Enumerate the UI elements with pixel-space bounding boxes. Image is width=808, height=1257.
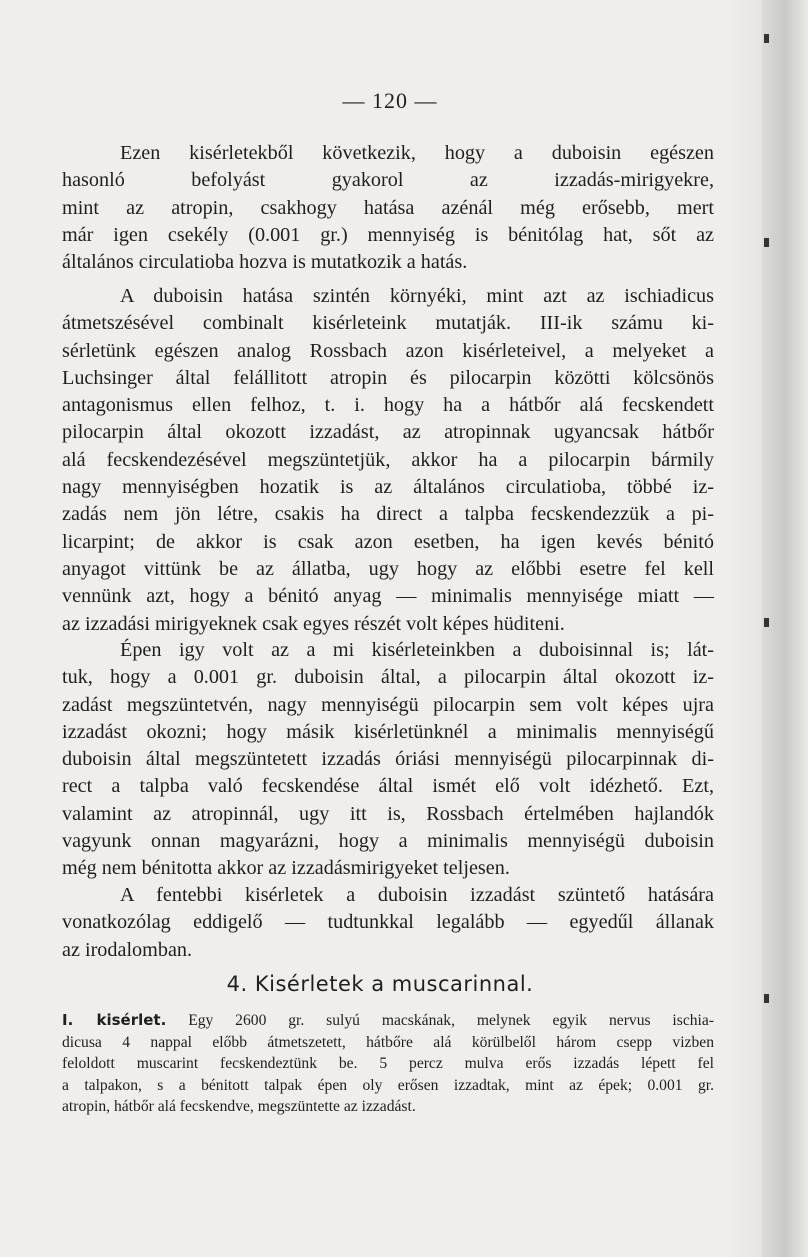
small-text-line: a talpakon, s a bénitott talpak épen oly erősen izzadtak, mint az épek; 0.001 gr. — [62, 1076, 714, 1094]
text-line: az irodalomban. — [62, 938, 193, 961]
edge-mark — [764, 994, 769, 1003]
text-line: licarpint; de akkor is csak azon esetben, ha igen kevés bénitó — [62, 530, 714, 553]
page-number: — 120 — — [342, 88, 438, 113]
text-line: alá fecskendezésével megszüntetjük, akkor ha a pilocarpin bármily — [62, 448, 714, 471]
small-text-line: dicusa 4 nappal előbb átmetszetett, hátbőre alá körülbelől három csepp vizben — [62, 1033, 714, 1051]
text-line: már igen csekély (0.001 gr.) mennyiség is bénitólag hat, sőt az — [62, 223, 714, 246]
text-line: mint az atropin, csakhogy hatása azénál még erősebb, mert — [62, 196, 714, 219]
paragraph-4 — [62, 882, 714, 964]
text-line: Luchsinger által felállitott atropin és pilocarpin közötti kölcsönös — [62, 366, 714, 389]
edge-mark — [764, 34, 769, 43]
small-text-line: atropin, hátbőr alá fecskendve, megszüntette az izzadást. — [62, 1098, 416, 1116]
text-line: anyagot vittünk be az állatba, ugy hogy az előbbi esetre fel kell — [62, 557, 714, 580]
small-text-line: feloldott muscarint fecskendeztünk be. 5 percz mulva erős izzadás lépett fel — [62, 1055, 714, 1073]
experiment-label: I. kisérlet. — [62, 1011, 167, 1029]
text-line: vennünk azt, hogy a bénitó anyag — minimalis mennyisége miatt — — [62, 585, 714, 608]
edge-mark — [764, 238, 769, 247]
text-line: nagy mennyiségben hozatik is az általános circulatioba, többé iz- — [62, 476, 714, 499]
text-line: zadás nem jön létre, csakis ha direct a talpba fecskendezzük a pi- — [62, 503, 714, 526]
text-line: tuk, hogy a 0.001 gr. duboisin által, a pilocarpin által okozott iz- — [62, 666, 714, 689]
text-line: még nem bénitotta akkor az izzadásmirigyeket teljesen. — [62, 857, 510, 880]
text-line: Épen igy volt az a mi kisérleteinkben a duboisinnal is; lát- — [120, 639, 714, 661]
text-line: A fentebbi kisérletek a duboisin izzadást szüntető hatására — [120, 884, 714, 906]
text-line: hasonló befolyást gyakorol az izzadás-mirigyekre, — [62, 169, 714, 192]
section-heading: 4. Kisérletek a muscarinnal. — [226, 972, 534, 996]
paragraph-2 — [62, 283, 714, 638]
page-edge-shadow — [762, 0, 808, 1257]
experiment-block — [62, 1010, 714, 1118]
text-line: Ezen kisérletekből következik, hogy a duboisin egészen — [120, 142, 714, 164]
text-line: duboisin által megszüntetett izzadás óriási mennyiségü pilocarpinnak di- — [62, 748, 714, 771]
text-line: zadást megszüntetvén, nagy mennyiségü pilocarpin sem volt képes ujra — [62, 693, 714, 716]
text-line: izzadást okozni; hogy másik kisérletünknél a minimalis mennyiségű — [62, 720, 714, 743]
text-line: valamint az atropinnál, ugy itt is, Rossbach értelmében hajlandók — [62, 802, 714, 825]
text-line: az izzadási mirigyeknek csak egyes részét volt képes hüditeni. — [62, 612, 565, 635]
text-line: A duboisin hatása szintén környéki, mint azt az ischiadicus — [120, 285, 714, 307]
text-line: vonatkozólag eddigelő — tudtunkkal legalább — egyedűl állanak — [62, 911, 714, 934]
text-line: rect a talpba való fecskendése által ismét elő volt idézhető. Ezt, — [62, 775, 714, 798]
edge-mark — [764, 618, 769, 627]
paragraph-3 — [62, 637, 714, 883]
text-line: antagonismus ellen felhoz, t. i. hogy ha a hátbőr alá fecskendett — [62, 394, 714, 417]
small-text-line — [62, 1010, 714, 1032]
experiment-text: Egy 2600 gr. sulyú macskának, melynek egyik nervus ischia- — [188, 1012, 715, 1029]
text-line: általános circulatioba hozva is mutatkozik a hatás. — [62, 251, 468, 274]
text-line: vagyunk onnan magyarázni, hogy a minimalis mennyiségü duboisin — [62, 830, 714, 853]
paragraph-1 — [62, 140, 714, 276]
text-line: sérletünk egészen analog Rossbach azon kisérleteivel, a melyeket a — [62, 339, 714, 362]
text-line: átmetszésével combinalt kisérleteink mutatják. III-ik számu ki- — [62, 312, 714, 335]
text-line: pilocarpin által okozott izzadást, az atropinnak ugyancsak hátbőr — [62, 421, 714, 444]
